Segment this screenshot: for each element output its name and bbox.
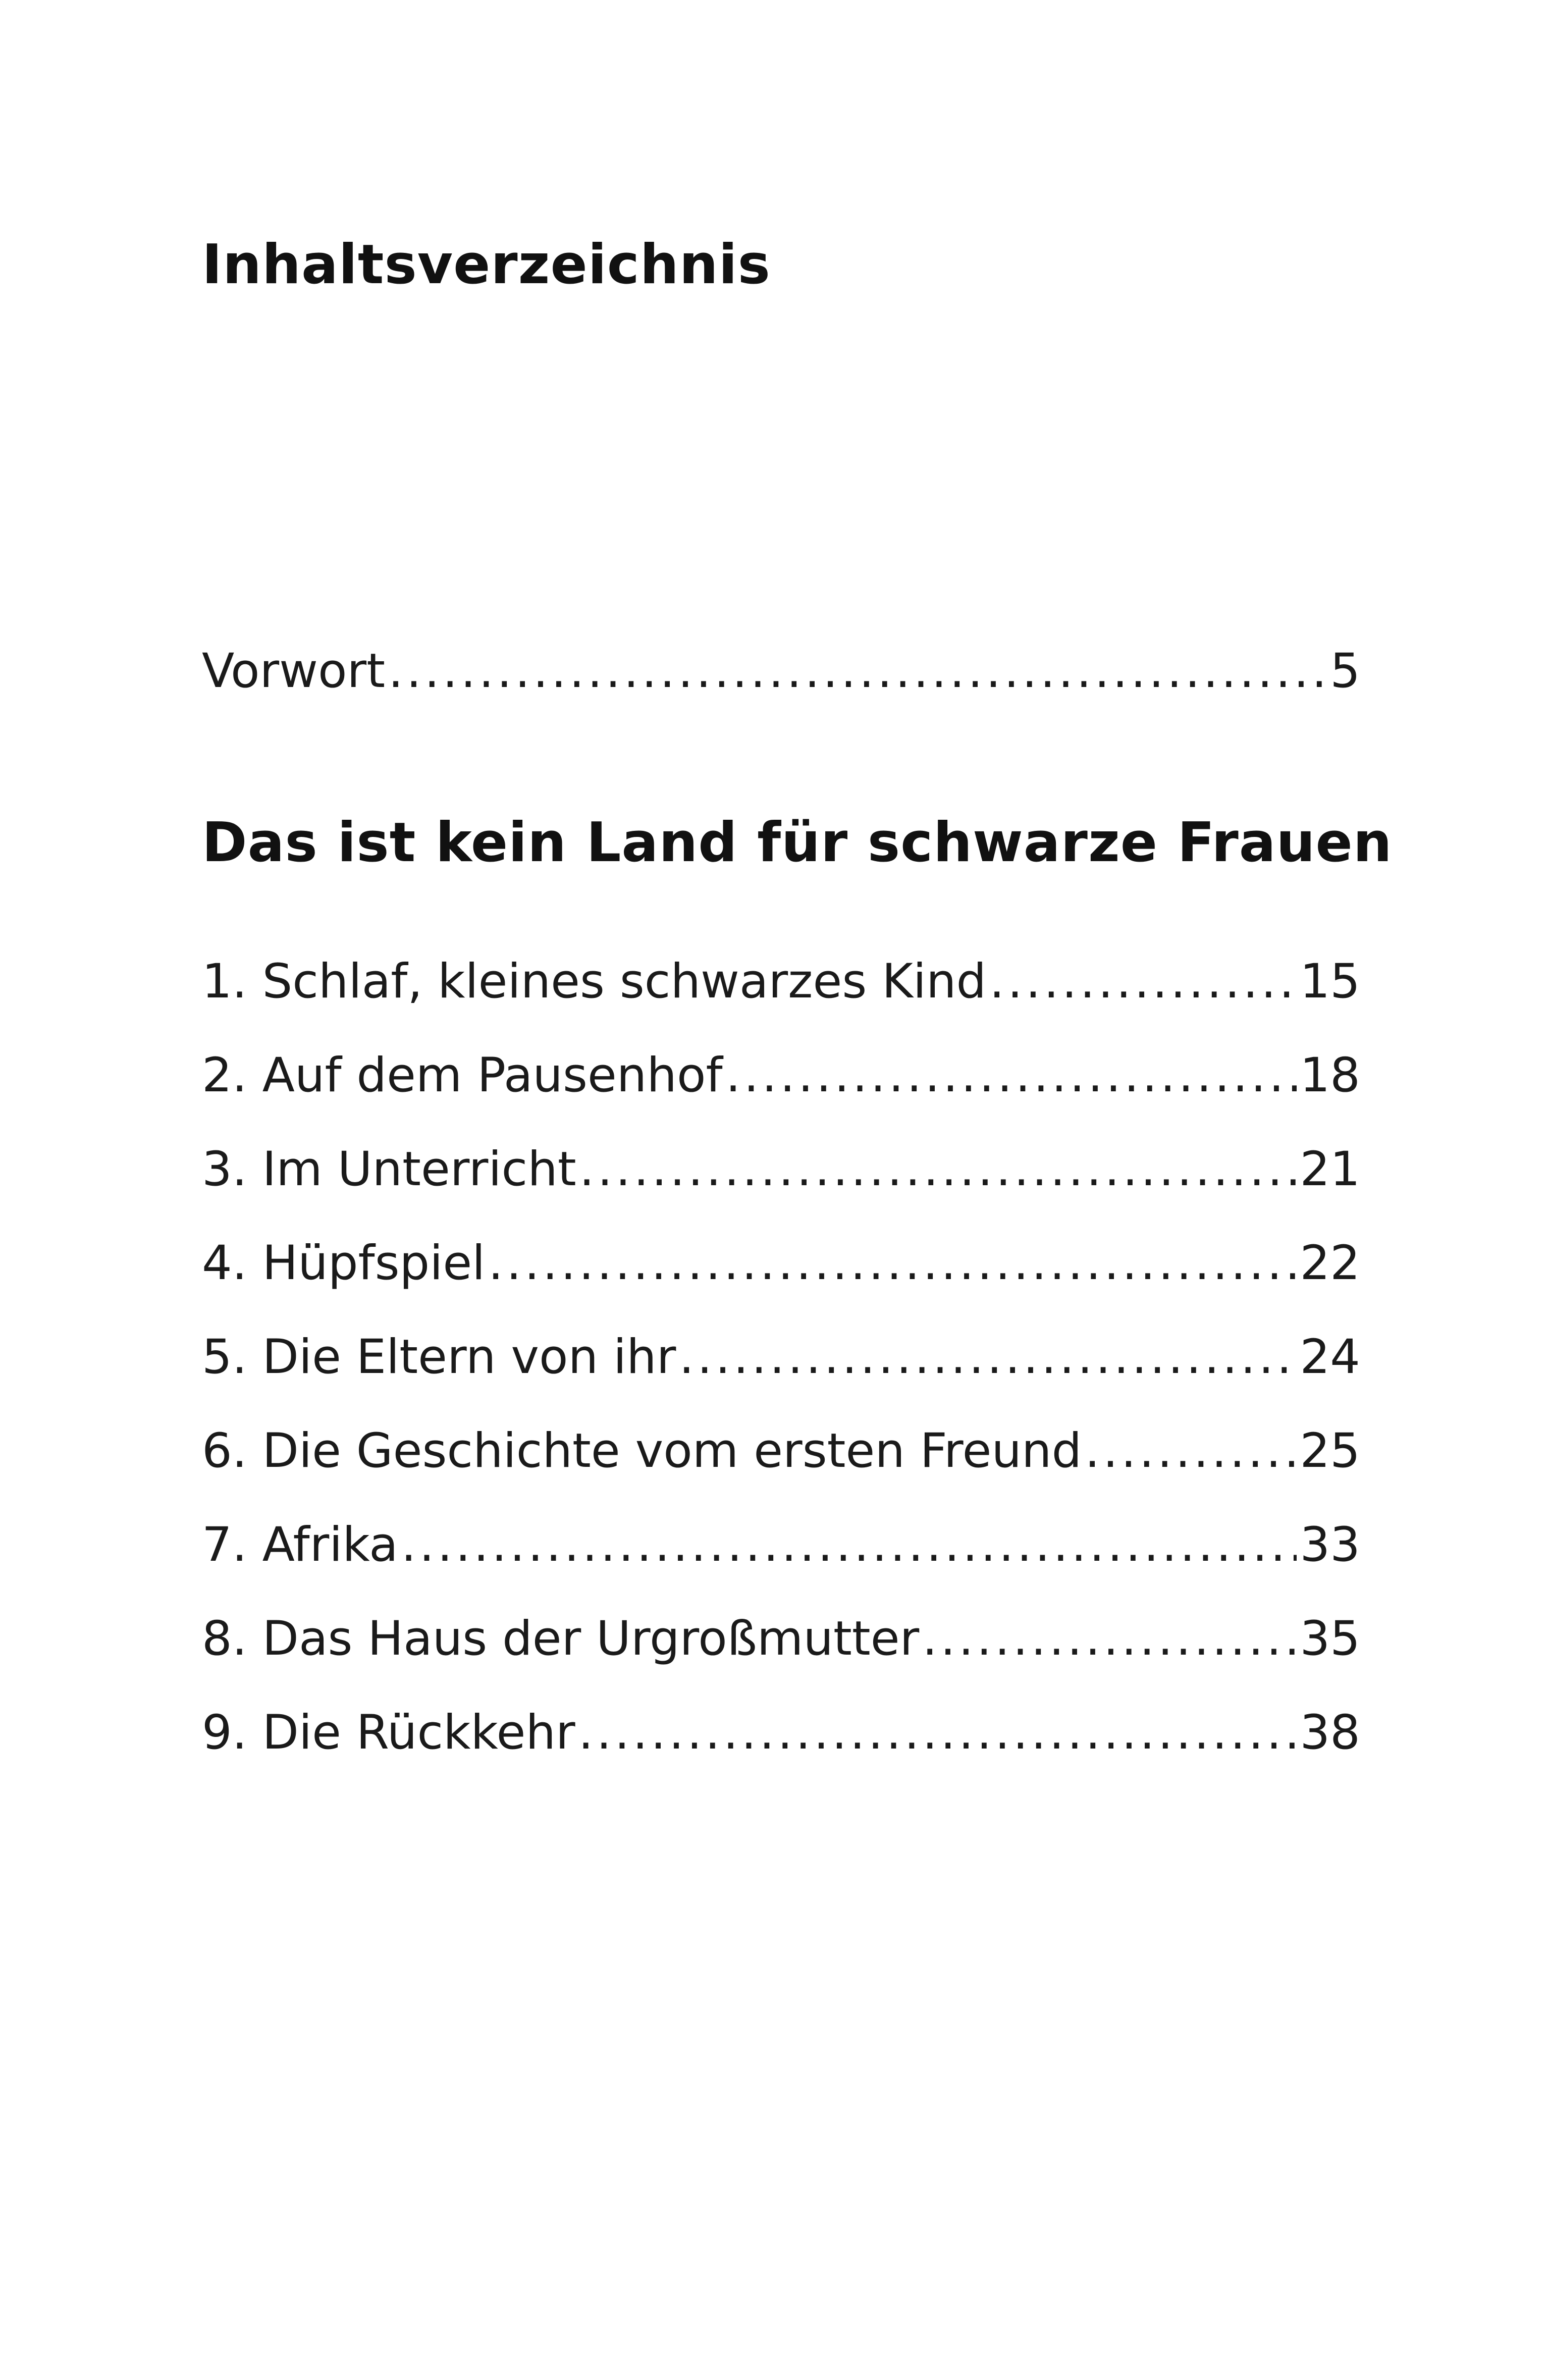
toc-entry-title: 3. Im Unterricht	[202, 1142, 576, 1197]
toc-entry-page: 24	[1300, 1330, 1360, 1385]
toc-entry-page: 18	[1300, 1048, 1360, 1103]
dot-leader	[989, 949, 1297, 1015]
toc-entry	[202, 1137, 1360, 1202]
dot-leader	[488, 1231, 1297, 1296]
toc-entry-title: 9. Die Rückkehr	[202, 1705, 575, 1760]
toc-entry-page: 21	[1300, 1142, 1360, 1197]
dot-leader	[578, 1700, 1297, 1766]
dot-leader	[579, 1137, 1297, 1202]
dot-leader	[922, 1606, 1297, 1672]
toc-entry-title: 7. Afrika	[202, 1517, 398, 1572]
dot-leader	[401, 1512, 1297, 1578]
dot-leader	[1085, 1418, 1297, 1484]
dot-leader	[679, 1325, 1297, 1390]
toc-entry-page: 22	[1300, 1236, 1360, 1291]
toc-entry	[202, 1325, 1360, 1390]
section-heading: Das ist kein Land für schwarze Frauen	[202, 811, 1393, 874]
toc-entry-page: 15	[1300, 954, 1360, 1009]
toc-entry	[202, 1606, 1360, 1672]
toc-entry-title: 1. Schlaf, kleines schwarzes Kind	[202, 954, 987, 1009]
toc-entry	[202, 1418, 1360, 1484]
toc-entry-page: 35	[1300, 1611, 1360, 1666]
toc-entry-title: 5. Die Eltern von ihr	[202, 1330, 676, 1385]
toc-entry-page: 5	[1330, 644, 1360, 699]
toc-entry-title: 8. Das Haus der Urgroßmutter	[202, 1611, 920, 1666]
toc-entry-title: 2. Auf dem Pausenhof	[202, 1048, 723, 1103]
dot-leader	[726, 1043, 1297, 1108]
toc-entry-title: Vorwort	[202, 644, 386, 699]
toc-entry-title: 4. Hüpfspiel	[202, 1236, 486, 1291]
toc-title: Inhaltsverzeichnis	[202, 233, 771, 296]
toc-entry	[202, 1700, 1360, 1766]
toc-entry-page: 38	[1300, 1705, 1360, 1760]
toc-entry-title: 6. Die Geschichte vom ersten Freund	[202, 1423, 1082, 1478]
dot-leader	[388, 639, 1327, 704]
toc-entry-page: 25	[1300, 1423, 1360, 1478]
toc-entry-page: 33	[1300, 1517, 1360, 1572]
toc-entry	[202, 1231, 1360, 1296]
toc-entry	[202, 1512, 1360, 1578]
toc-entry	[202, 949, 1360, 1015]
toc-entry-preface	[202, 639, 1360, 704]
toc-entry	[202, 1043, 1360, 1108]
